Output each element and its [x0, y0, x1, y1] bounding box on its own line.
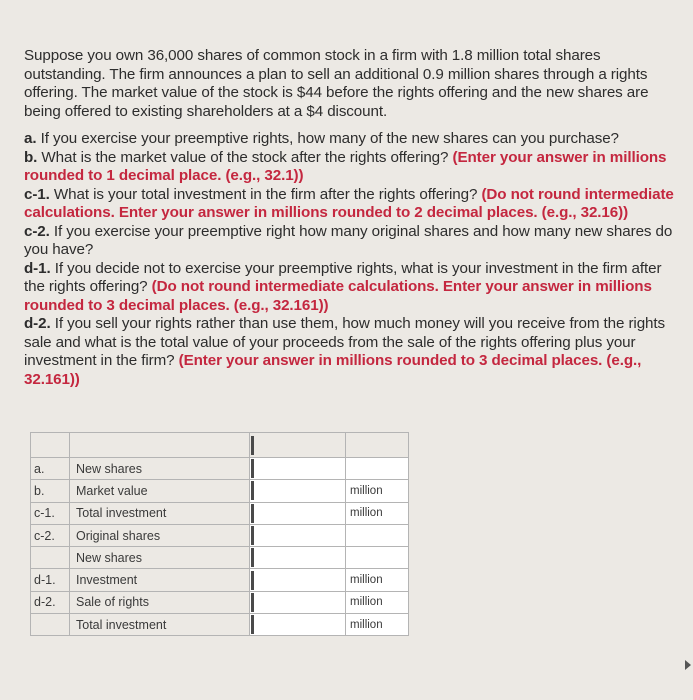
- question-code: c-1.: [24, 185, 50, 203]
- question-d2: [24, 315, 684, 389]
- row-code: c-2.: [31, 524, 70, 546]
- question-text: If you exercise your preemptive right how many original shares and how many new shares do you have?: [24, 222, 673, 258]
- answer-input-cell: [250, 614, 346, 636]
- question-note: (Enter your answer in millions rounded to 3 decimal places. (e.g., 32.161)): [24, 352, 642, 388]
- answer-table: [30, 432, 409, 636]
- question-b: [24, 149, 684, 186]
- row-unit: million: [346, 591, 409, 613]
- answer-input-cell: [250, 524, 346, 546]
- answer-input-cell: [250, 569, 346, 591]
- question-list: [24, 130, 684, 389]
- row-label: Market value: [70, 480, 250, 502]
- row-label: New shares: [70, 547, 250, 569]
- answer-input-cell: [250, 591, 346, 613]
- table-row: [31, 591, 409, 613]
- row-code: [31, 547, 70, 569]
- problem-statement: Suppose you own 36,000 shares of common stock in a firm with 1.8 million total shares outstanding. The firm announces a plan to sell an additional 0.9 million shares through a rights offering. The market value of the stock is $44 before the rights offering and the new shares are being offered to existing shareholders at a $4 discount.: [24, 47, 649, 120]
- question-d1: [24, 260, 684, 316]
- row-code: [31, 614, 70, 636]
- row-code: d-2.: [31, 591, 70, 613]
- row-code: a.: [31, 458, 70, 480]
- row-code: d-1.: [31, 569, 70, 591]
- answer-input-cell: [250, 480, 346, 502]
- row-label: Total investment: [70, 614, 250, 636]
- answer-input-cell: [250, 458, 346, 480]
- table-row: [31, 458, 409, 480]
- answer-input-total-investment-d2[interactable]: [251, 615, 344, 634]
- row-unit: million: [346, 614, 409, 636]
- row-unit: [346, 458, 409, 480]
- question-code: b.: [24, 148, 38, 166]
- answer-input-original-shares[interactable]: [251, 526, 344, 545]
- table-row: [31, 524, 409, 546]
- row-label: Total investment: [70, 502, 250, 524]
- question-code: d-2.: [24, 315, 51, 332]
- header-cell: [70, 433, 250, 458]
- answer-input-sale-of-rights[interactable]: [251, 593, 344, 612]
- table-row: [31, 480, 409, 502]
- row-label: Original shares: [70, 524, 250, 546]
- header-cell: [31, 433, 70, 458]
- answer-input-new-shares[interactable]: [251, 459, 344, 478]
- row-label: Sale of rights: [70, 591, 250, 613]
- row-unit: million: [346, 569, 409, 591]
- answer-input-investment[interactable]: [251, 571, 344, 590]
- header-cell: [250, 433, 346, 458]
- question-text: If you sell your rights rather than use them, how much money will you receive from the rights sale and what is the total value of your proceeds from the sale of the rights offering plus your investment in the firm?: [24, 315, 666, 369]
- question-note: (Enter your answer in millions rounded to 1 decimal place. (e.g., 32.1)): [24, 148, 667, 184]
- table-row: [31, 502, 409, 524]
- question-note: (Do not round intermediate calculations. Enter your answer in millions rounded to 3 decimal places. (e.g., 32.161)): [24, 278, 652, 314]
- row-unit: [346, 524, 409, 546]
- answer-input-cell: [250, 547, 346, 569]
- answer-input-new-shares-c2[interactable]: [251, 548, 344, 567]
- scroll-arrow-icon: [685, 660, 691, 670]
- row-unit: [346, 547, 409, 569]
- row-code: b.: [31, 480, 70, 502]
- question-code: a.: [24, 130, 37, 147]
- table-row: [31, 547, 409, 569]
- question-text: If you decide not to exercise your preemptive rights, what is your investment in the firm after the rights offering?: [24, 259, 662, 295]
- question-a: [24, 130, 684, 149]
- question-text: What is the market value of the stock after the rights offering?: [37, 148, 453, 166]
- row-unit: million: [346, 480, 409, 502]
- row-label: Investment: [70, 569, 250, 591]
- table-header-row: [31, 433, 409, 458]
- answer-input-market-value[interactable]: [251, 481, 344, 500]
- question-code: c-2.: [24, 222, 50, 240]
- row-unit: million: [346, 502, 409, 524]
- question-text: What is your total investment in the firm after the rights offering?: [49, 185, 482, 203]
- question-c1: [24, 186, 684, 223]
- header-cell: [346, 433, 409, 458]
- answer-input-cell: [250, 502, 346, 524]
- question-code: d-1.: [24, 259, 51, 277]
- row-label: New shares: [70, 458, 250, 480]
- question-c2: [24, 223, 684, 260]
- row-code: c-1.: [31, 502, 70, 524]
- table-row: [31, 569, 409, 591]
- answer-input-total-investment[interactable]: [251, 504, 344, 523]
- question-text: If you exercise your preemptive rights, how many of the new shares can you purchase?: [36, 130, 619, 147]
- question-note: (Do not round intermediate calculations. Enter your answer in millions rounded to 2 decimal places. (e.g., 32.16)): [24, 185, 674, 221]
- table-row: [31, 614, 409, 636]
